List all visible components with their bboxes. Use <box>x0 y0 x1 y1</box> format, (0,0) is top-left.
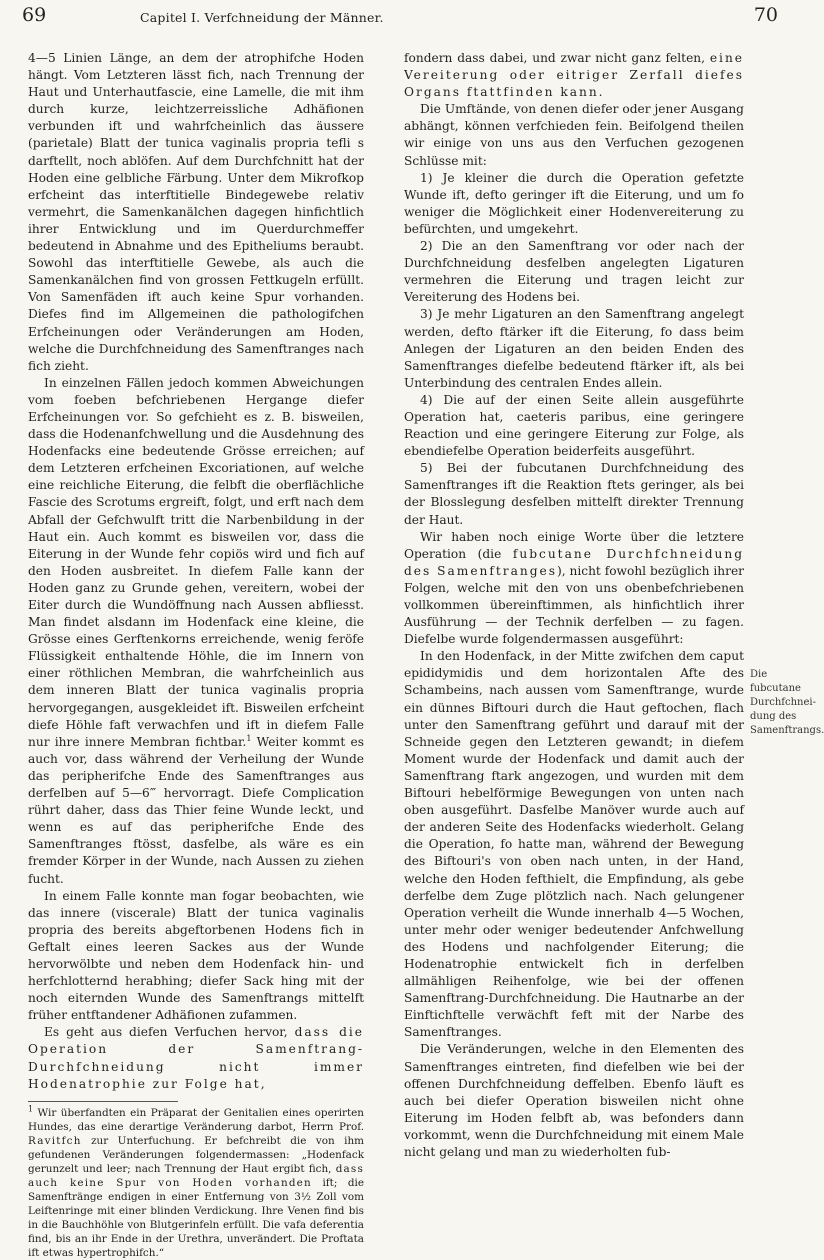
footnote-mark: 1 <box>28 1104 34 1114</box>
emphasized-text: dass die Operation der Samenftrang-Durchfchneidung nicht immer Hodenatrophie zur Folge hat, <box>28 1025 364 1091</box>
emphasized-text: eine Vereiterung oder eitriger Zerfall diefes Organs ftattfinden kann. <box>404 51 745 100</box>
page-number-right: 70 <box>753 4 778 26</box>
paragraph: Die Umftände, von denen diefer oder jener Ausgang abhängt, können verfchieden fein. Beifolgend theilen wir einige von uns aus den Verfuchen gezogenen Schlüsse mit: <box>404 102 744 168</box>
footnote-name: Ravitfch <box>28 1134 82 1147</box>
paragraph-text: In einzelnen Fällen jedoch kommen Abweichungen vom foeben befchriebenen Hergange diefer Erfcheinungen vor. So gefchieht es z. B. bisweilen, dass die Hodenanfchwellung und die Ausdehnung des Hodenfacks eine bedeutende Grösse erreichen; auf dem Letzteren erfcheinen Excoriationen, auf welche eine reichliche Eiterung, die felbft die oberflächliche Fascie des Scrotums ergreift, folgt, und erft nach dem Abfall der Gefchwulft tritt die Narbenbildung in der Haut ein. Auch kommt es bisweilen vor, dass die Eiterung in der Wunde fehr copiös wird und fich auf den Hoden ausbreitet. In diefem Falle kann der Hoden ganz zu Grunde gehen, vereitern, wobei der Eiter durch die Wundöffnung nach Aussen abfliesst. Man findet alsdann im Hodenfack eine kleine, die Grösse eines Gerftenkorns erreichende, wenig feröfe Flüssigkeit enthaltende Höhle, die im Innern von einer röthlichen Membran, die wahrfcheinlich aus dem inneren Blatt der tunica vaginalis propria hervorgegangen, ausgekleidet ift. Bisweilen erfcheint diefe Höhle faft verwachfen und ift in diefem Falle nur ihre innere Membran fichtbar. <box>28 375 364 749</box>
paragraph <box>404 529 744 649</box>
page-header <box>22 4 782 34</box>
list-item: 3) Je mehr Ligaturen an den Samenftrang angelegt werden, defto ftärker ift die Eiterung, fo dass beim Anlegen der Ligaturen an den beiden Enden des Samenftranges diefelbe bedeutend ftärker ift, als bei Unterbindung des centralen Endes allein. <box>404 307 744 390</box>
list-item: 2) Die an den Samenftrang vor oder nach der Durchfchneidung desfelben angelegten Ligaturen vermehren die Eiterung und tragen leicht zur Vereiterung des Hodens bei. <box>404 239 744 305</box>
list-item: 1) Je kleiner die durch die Operation gefetzte Wunde ift, defto geringer ift die Eiterung, und um fo weniger die Möglichkeit einer Hodenvereiterung zu befürchten, und umgekehrt. <box>404 170 744 236</box>
paragraph: Die Veränderungen, welche in den Elementen des Samenftranges eintreten, find diefelben wie bei der offenen Durchfchneidung deffelben. Ebenfo läuft es auch bei diefer Operation bisweilen nicht ohne Eiterung im Hoden felbft ab, was befonders dann vorkommt, wenn die Durchfchneidung mit einem Male nicht gelang und man zu wiederholten fub- <box>404 1042 744 1159</box>
margin-note: Die fubcutane Durchfchnei-dung des Samenftrangs. <box>750 669 824 736</box>
footnote-text: ift; die Samenftränge endigen in einer Entfernung von 3½ Zoll vom Leiftenringe mit einer blinden Verdickung. Ihre Venen find bis in die Bauchhöhle von Blutgerinfeln erfüllt. Die vafa deferentia find, bis an ihr Ende in der Urethra, unverändert. Die Proftata ift etwas hypertrophifch.“ <box>28 1176 364 1259</box>
emphasized-text: fubcutane Durchfchneidung des Samenftranges <box>404 546 745 578</box>
paragraph: 4—5 Linien Länge, an dem der atrophifche Hoden hängt. Vom Letzteren lässt fich, nach Trennung der Haut und Unterhautfascie, eine Lamelle, die mit ihm durch kurze, leichtzerreissliche Adhäfionen verbunden ift und wahrfcheinlich das äussere (parietale) Blatt der tunica vaginalis propria tefli s darftellt, noch ablöfen. Auf dem Durchfchnitt hat der Hoden eine gelbliche Färbung. Unter dem Mikrofkop erfcheint das interftitielle Bindegewebe relativ vermehrt, die Samenkanälchen dagegen hinfichtlich ihrer Entwicklung und im Querdurchmeffer bedeutend in Abnahme und des Epitheliums beraubt. Sowohl das interftitielle Gewebe, als auch die Samenkanälchen find von grossen Fettkugeln erfüllt. Von Samenfäden ift auch keine Spur vorhanden. Diefes find im Allgemeinen die pathologifchen Erfcheinungen oder Veränderungen am Hoden, welche die Durchfchneidung des Samenftranges nach fich zieht. <box>28 51 364 373</box>
paragraph-text: Weiter kommt es auch vor, dass während der Verheilung der Wunde das peripherifche Ende des Samenftranges aus derfelben auf 5—6‴ hervorragt. Diefe Complication rührt daher, dass das Thier feine Wunde leckt, und wenn es auf das peripherifche Ende des Samenftranges ftösst, dasfelbe, als wäre es ein fremder Körper in der Wunde, nach Aussen zu ziehen fucht. <box>28 734 364 886</box>
running-head: Capitel I. Verfchneidung der Männer. <box>140 10 384 25</box>
footnote <box>28 1106 364 1260</box>
paragraph-text: ), nicht fowohl bezüglich ihrer Folgen, welche mit den von uns obenbefchriebenen vollkommen übereinftimmen, als hinfichtlich ihrer Ausführung — der Technik derfelben — zu fagen. Diefelbe wurde folgendermassen ausgeführt: <box>404 563 744 647</box>
left-column <box>28 50 364 1260</box>
footnote-ref: 1 <box>246 733 252 743</box>
paragraph: In den Hodenfack, in der Mitte zwifchen dem caput epididymidis und dem horizontalen Afte des Schambeins, nach aussen vom Samenftrange, wurde ein dünnes Biftouri durch die Haut geftochen, flach unter den Samenftrang geführt und darauf mit der Schneide gegen den Letzteren gewandt; in diefem Moment wurde der Hodenfack und damit auch der Samenftrang ftark angezogen, und wurden mit dem Biftouri hebelförmige Bewegungen von unten nach oben ausgeführt. Dasfelbe Manöver wurde auch auf der anderen Seite des Hodenfacks wiederholt. Gelang die Operation, fo hatte man, während der Bewegung des Biftouri's von oben nach unten, in der Hand, welche den Hoden fefthielt, die Empfindung, als gebe derfelbe dem Zuge plötzlich nach. Nach gelungener Operation verheilt die Wunde innerhalb 4—5 Wochen, unter mehr oder weniger bedeutender Anfchwellung des Hodens und nachfolgender Eiterung; die Hodenatrophie entwickelt fich in derfelben allmähligen Reihenfolge, wie bei der offenen Samenftrang-Durchfchneidung. Die Hautnarbe an der Einftichftelle verwächft feft mit der Narbe des Samenftranges. <box>404 649 744 1040</box>
paragraph: In einem Falle konnte man fogar beobachten, wie das innere (viscerale) Blatt der tunica vaginalis propria des bereits abgeftorbenen Hodens fich in Geftalt eines leeren Sackes aus der Wunde hervorwölbte und neben dem Hodenfack hin- und herfchlotternd herabhing; diefer Sack hing mit der noch eiternden Wunde des Samenftrangs mittelft früher entftandener Adhäfionen zufammen. <box>28 888 364 1023</box>
paragraph <box>28 375 364 888</box>
paragraph-text: Wir haben noch einige Worte über die letztere Operation (die <box>404 529 744 561</box>
paragraph <box>28 1024 364 1092</box>
footnote-text: Wir überfandten ein Präparat der Genitalien eines operirten Hundes, das eine derartige Veränderung darbot, Herrn Prof. <box>28 1106 364 1133</box>
right-column <box>404 50 744 1161</box>
paragraph-text: Es geht aus diefen Verfuchen hervor, <box>44 1025 288 1040</box>
footnote-emphasis: dass auch keine Spur von Hoden vorhanden <box>28 1162 364 1189</box>
page-number-left: 69 <box>22 4 47 26</box>
footnote-text: zur Unterfuchung. Er befchreibt die von ihm gefundenen Veränderungen folgendermassen: „Hodenfack gerunzelt und leer; nach Trennung der Haut ergibt fich, <box>28 1134 364 1175</box>
list-item: 5) Bei der fubcutanen Durchfchneidung des Samenftranges ift die Reaktion ftets geringer, als bei der Blosslegung desfelben mittelft direkter Trennung der Haut. <box>404 461 744 527</box>
paragraph-text: fondern dass dabei, und zwar nicht ganz felten, <box>404 51 706 65</box>
paragraph <box>404 50 744 101</box>
footnote-divider <box>28 1101 178 1102</box>
list-item: 4) Die auf der einen Seite allein ausgeführte Operation hat, caeteris paribus, eine geringere Reaction und eine geringere Eiterung zur Folge, als ebendiefelbe Operation beiderfeits ausgeführt. <box>404 392 744 459</box>
